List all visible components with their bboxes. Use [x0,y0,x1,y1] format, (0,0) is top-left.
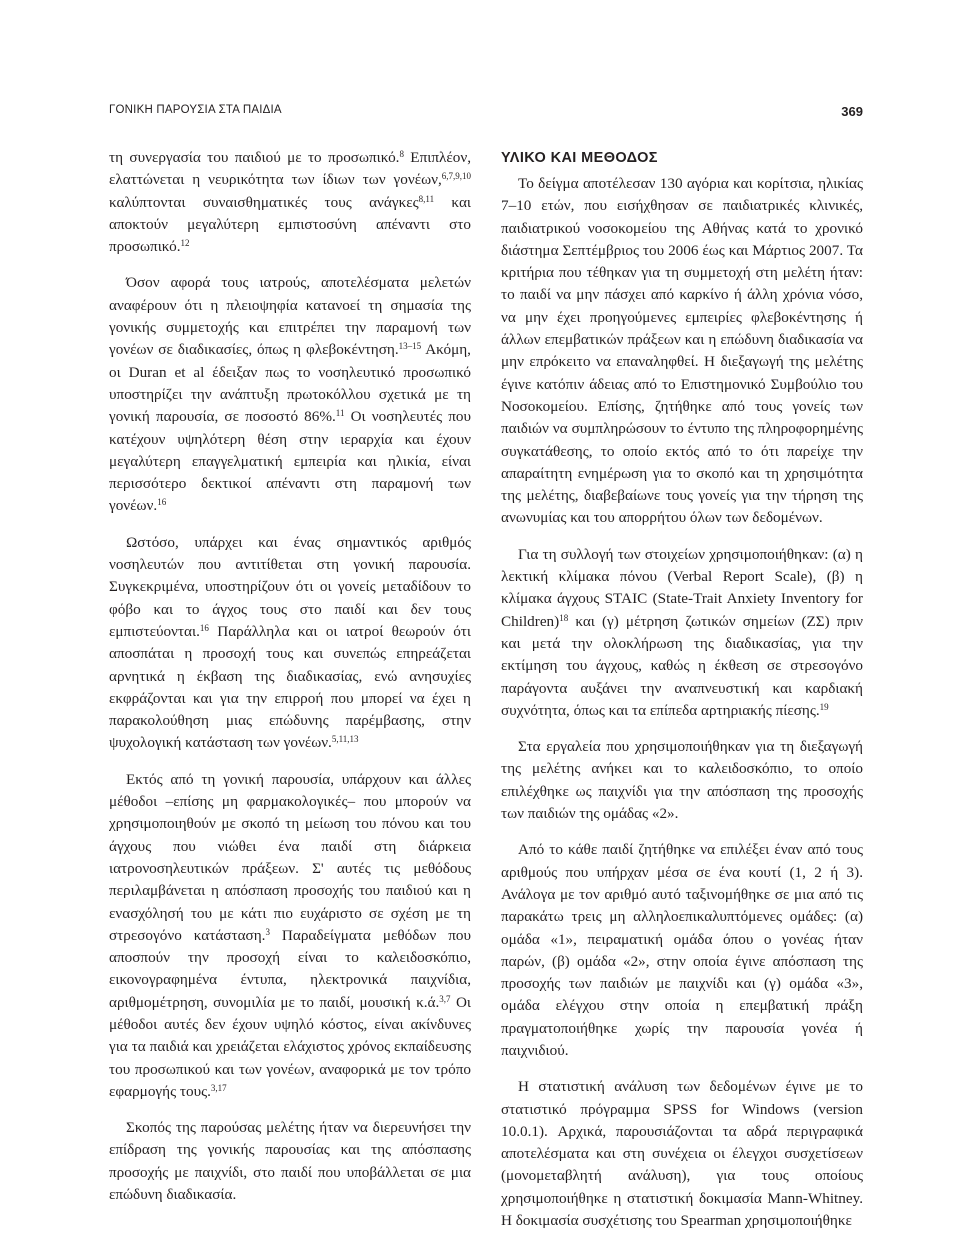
text-run: καλύπτονται συναισθηματικές τους ανάγκες [109,193,419,211]
citation: 19 [819,701,829,712]
paragraph [109,769,471,1103]
citation: 3 [265,926,270,937]
text-run: Εκτός από τη γονική παρουσία, υπάρχουν και άλλες μέθοδοι –επίσης μη φαρμακολογικές– που μπορούν να χρησιμοποιηθούν με σκοπό τη μείωση του πόνου και του άγχους που νιώθει ένα παιδί στη διάρκεια ιατρονοσηλευτικών πράξεων. Σ' αυτές τις μεθόδους περιλαμβάνεται η απόσπαση προσοχής του παιδιού και η ενασχόλησή του με κάτι πιο ευχάριστο σε σχέση με τη στρεσογόνο κατάσταση. [109,770,471,944]
citation: 3,17 [210,1082,227,1093]
citation: 3,7 [439,993,451,1004]
text-run: Όσον αφορά τους ιατρούς, αποτελέσματα μελετών αναφέρουν ότι η πλειοψηφία κατανοεί τη σημασία της γονικής συμμετοχής και επιτρέπει την παραμονή των γονέων σε διαδικασίες, όπως η φλεβοκέντηση. [109,274,471,359]
text-run: Ακόμη, οι Duran et al έδειξαν πως το νοσηλευτικό προσωπικό υποστηρίζει την ανάπτυξη πρωτοκόλλου σχετικά με τη γονική παρουσία, σε ποσοστό 86%. [109,341,471,426]
text-run: και (γ) μέτρηση ζωτικών σημείων (ΖΣ) πριν και μετά την ολοκλήρωση της διαδικασίας, για την εκτίμηση του άγχους, καθώς η έκθεση σε στρεσογόνο παράγοντα αυξάνει την αναπνευστική και καρδιακή συχνότητα, όπως και τα επίπεδα αρτηριακής πίεσης. [501,612,863,719]
text-run: Οι νοσηλευτές που κατέχουν υψηλότερη θέση στην ιεραρχία και έχουν μεγαλύτερη επαγγελματική εμπειρία και ηλικία, είναι περισσότερο δεκτικοί απέναντι στη παραμονή των γονέων. [109,408,471,515]
paragraph [501,1076,863,1232]
text-run: Σκοπός της παρούσας μελέτης ήταν να διερευνήσει την επίδραση της γονικής παρουσίας και της απόσπασης προσοχής με παιχνίδι, στο παιδί που υποβάλλεται σε μια επώδυνη διαδικασία. [109,1119,471,1204]
citation: 12 [180,238,190,249]
citation: 13–15 [398,341,422,352]
page-number: 369 [841,104,863,119]
paragraph [109,1117,471,1206]
text-run: και αποκτούν μεγαλύτερη εμπιστοσύνη απέναντι στο προσωπικό. [109,193,471,256]
right-column [501,147,863,1246]
paragraph [109,532,471,755]
paragraph [109,272,471,517]
left-column [109,147,471,1220]
paragraph [109,147,471,258]
text-run: Για τη συλλογή των στοιχείων χρησιμοποιήθηκαν: (α) η λεκτική κλίμακα πόνου (Verbal Report Scale), (β) η κλίμακα άγχους STAIC (State-Trait Anxiety Inventory for Children) [501,545,863,630]
citation: 8,11 [418,193,435,204]
citation: 6,7,9,10 [441,171,471,182]
text-run: Στα εργαλεία που χρησιμοποιήθηκαν για τη διεξαγωγή της μελέτης ανήκει και το καλειδοσκόπιο, το οποίο επιλέχθηκε ως παιχνίδι για την απόσπαση της προσοχής των παιδιών της ομάδας «2». [501,738,863,823]
text-run: Παραδείγματα μεθόδων που αποσπούν την προσοχή είναι το καλειδοσκόπιο, εικονογραφημένα έντυπα, ηλεκτρονικά παιχνίδια, αριθμομέτρηση, συνομιλία με το παιδί, μουσική κ.ά. [109,926,471,1011]
text-run: Το δείγμα αποτέλεσαν 130 αγόρια και κορίτσια, ηλικίας 7–10 ετών, που εισήχθησαν σε παιδιατρικές κλινικές, παιδιατρικού νοσοκομείου της Αθήνας κατά το χρονικό διάστημα Σεπτέμβριος του 2006 έως και Μάρτιος 2007. Τα κριτήρια που τέθηκαν για τη συμμετοχή στη μελέτη ήταν: το παιδί να μην πάσχει από καρκίνο ή άλλη χρόνια νόσο, να μην έχει προηγούμενες εμπειρίες φλεβοκέντησης ή άλλων επεμβατικών πράξεων και η επώδυνη διαδικασία να μην επρόκειτο να επαναληφθεί. Η διεξαγωγή της μελέτης έγινε κατόπιν άδειας από το Επιστημονικό Συμβούλιο του Νοσοκομείου. Επίσης, ζητήθηκε από τους γονείς των παιδιών να συμπληρώσουν το έντυπο της πληροφορημένης συγκατάθεσης, το οποίο εκτός από το ότι παρείχε την απαραίτητη ενημέρωση για το σκοπό και τη χρησιμότητα της μελέτης, διαβεβαίωνε τους γονείς για την τήρηση της ανωνυμίας και του απορρήτου όλων των δεδομένων. [501,175,863,527]
text-run: Οι μέθοδοι αυτές δεν έχουν υψηλό κόστος, είναι ακίνδυνες για τα παιδιά και χρειάζεται ελάχιστος χρόνος εκπαίδευσης του προσωπικού και των γονέων, αναφορικά με τον τρόπο εφαρμογής τους. [109,993,471,1100]
citation: 16 [157,497,167,508]
citation: 16 [199,622,209,633]
text-run: Ωστόσο, υπάρχει και ένας σημαντικός αριθμός νοσηλευτών που αντιτίθεται στη γονική παρουσία. Συγκεκριμένα, υποστηρίζουν ότι οι γονείς μεταδίδουν το φόβο και το άγχος τους στο παιδί και δεν τους εμπιστεύονται. [109,533,471,640]
citation: 11 [335,408,345,419]
paragraph [501,839,863,1062]
citation: 18 [559,612,569,623]
citation: 8 [399,149,404,159]
paragraph [501,544,863,722]
running-title: ΓΟΝΙΚΗ ΠΑΡΟΥΣΙΑ ΣΤΑ ΠΑΙΔΙΑ [109,104,282,116]
text-run: Η στατιστική ανάλυση των δεδομένων έγινε με το στατιστικό πρόγραμμα SPSS for Windows (version 10.0.1). Αρχικά, παρουσιάζονται τα αδρά περιγραφικά αποτελέσματα και στη συνέχεια οι έλεγχοι συσχετίσεων (μονομεταβλητή ανάλυση), για τους οποίους χρησιμοποιήθηκε η στατιστική δοκιμασία Mann-Whitney. Η δοκιμασία συσχέτισης του Spearman χρησιμοποιήθηκε [501,1078,863,1230]
text-run: τη συνεργασία του παιδιού με το προσωπικό. [109,149,400,166]
citation: 5,11,13 [331,734,359,745]
text-run: Παράλληλα και οι ιατροί θεωρούν ότι αποσπάται η προσοχή τους και συνεπώς επηρεάζεται αρνητικά η έκβαση της διαδικασίας, ενώ ανησυχίες εκφράζονται και για την επιρροή που μπορεί να έχει η παρακολούθηση μιας επώδυνης παρέμβασης, στην ψυχολογική κατάσταση των γονέων. [109,622,471,752]
paragraph [501,173,863,530]
text-run: Επιπλέον, ελαττώνεται η νευρικότητα των ίδιων των γονέων, [109,149,471,189]
text-run: Από το κάθε παιδί ζητήθηκε να επιλέξει έναν από τους αριθμούς που υπήρχαν μέσα σε ένα κουτί (1, 2 ή 3). Ανάλογα με τον αριθμό αυτό ταξινομήθηκε σε μια από τις παρακάτω τρεις μη αλληλοεπικαλυπτόμενες ομάδες: (α) ομάδα «1», πειραματική ομάδα όπου ο γονέας ήταν παρών, (β) ομάδα «2», στην οποία έγινε απόσπαση της προσοχής των παιδιών με παιχνίδι και (γ) ομάδα «3», ομάδα ελέγχου στην οποία η επεμβατική πράξη πραγματοποιήθηκε χωρίς την παρουσία γονέα ή παιχνιδιού. [501,841,863,1059]
paragraph [501,736,863,825]
section-heading: ΥΛΙΚΟ ΚΑΙ ΜΕΘΟΔΟΣ [501,150,658,166]
